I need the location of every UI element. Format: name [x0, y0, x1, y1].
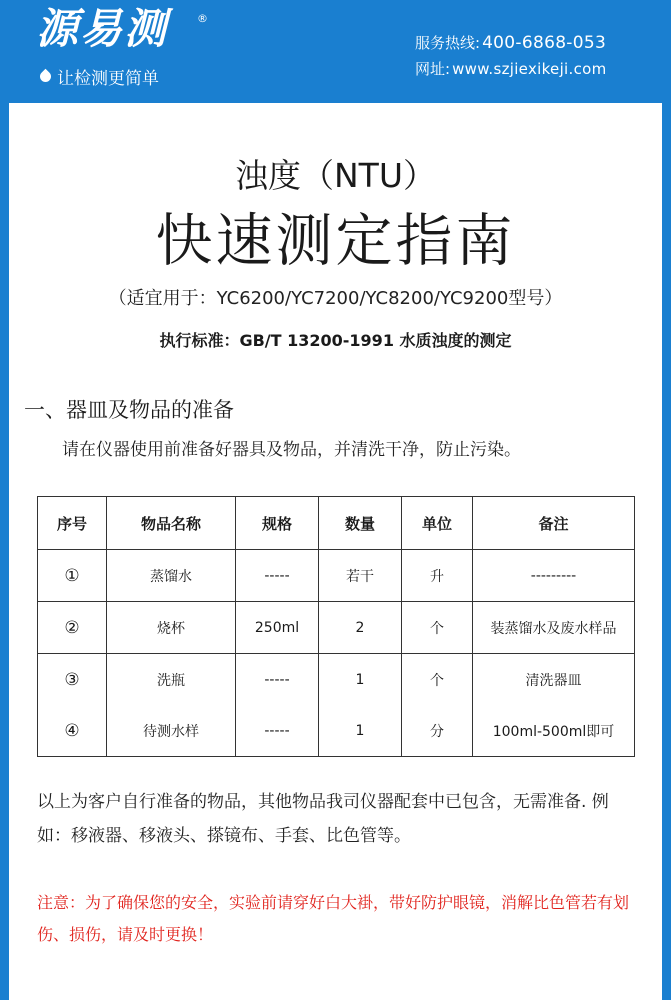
row-index: ③	[38, 654, 107, 706]
row-unit: 个	[402, 602, 473, 654]
row-spec: -----	[236, 705, 319, 757]
table-row	[38, 602, 635, 654]
execution-standard: 执行标准：GB/T 13200-1991 水质浊度的测定	[159, 331, 512, 350]
water-drop-icon	[38, 69, 54, 85]
contact-info	[415, 30, 607, 82]
row-remarks: 装蒸馏水及废水样品	[473, 602, 635, 654]
row-quantity: 若干	[319, 550, 402, 602]
row-unit: 分	[402, 705, 473, 757]
table-row	[38, 550, 635, 602]
section-description: 请在仪器使用前准备好器具及物品，并清洗干净，防止污染。	[62, 440, 521, 460]
row-unit: 个	[402, 654, 473, 706]
applicable-models: （适宜用于：YC6200/YC7200/YC8200/YC9200型号）	[108, 288, 563, 309]
registered-mark: ®	[197, 12, 208, 25]
header-index: 序号	[38, 497, 107, 550]
header-unit: 单位	[402, 497, 473, 550]
brand-logo[interactable]: 源易测	[36, 4, 169, 53]
row-spec: -----	[236, 654, 319, 706]
row-quantity: 1	[319, 654, 402, 706]
safety-warning: 注意：为了确保您的安全，实验前请穿好白大褂，带好防护眼镜，消解比色管若有划伤、损伤，请及时更换！	[37, 893, 630, 944]
website-link[interactable]: www.szjiexikeji.com	[452, 60, 607, 78]
row-spec: -----	[236, 550, 319, 602]
table-header-row	[38, 497, 635, 550]
page-title: 快速测定指南	[155, 208, 516, 274]
header-quantity: 数量	[319, 497, 402, 550]
row-item-name: 洗瓶	[107, 654, 236, 706]
row-index: ①	[38, 550, 107, 602]
page-title-measurement: 浊度（NTU）	[235, 156, 436, 195]
row-item-name: 蒸馏水	[107, 550, 236, 602]
header-banner	[0, 0, 671, 103]
row-item-name: 待测水样	[107, 705, 236, 757]
row-spec: 250ml	[236, 602, 319, 654]
brand-tagline	[40, 64, 159, 89]
preparation-note: 以上为客户自行准备的物品，其他物品我司仪器配套中已包含，无需准备. 例如：移液器、移液头、搽镜布、手套、比色管等。	[37, 792, 609, 846]
row-item-name: 烧杯	[107, 602, 236, 654]
row-index: ④	[38, 705, 107, 757]
header-remarks: 备注	[473, 497, 635, 550]
section-heading-preparation: 一、器皿及物品的准备	[24, 398, 234, 422]
hotline-label: 服务热线:	[415, 34, 481, 52]
row-remarks: 清洗器皿	[473, 654, 635, 706]
tagline-text: 让检测更简单	[57, 69, 159, 89]
row-remarks: ---------	[473, 550, 635, 602]
row-remarks: 100ml-500ml即可	[473, 705, 635, 757]
items-table	[37, 496, 635, 757]
header-spec: 规格	[236, 497, 319, 550]
header-item-name: 物品名称	[107, 497, 236, 550]
row-quantity: 1	[319, 705, 402, 757]
table-row	[38, 654, 635, 706]
row-quantity: 2	[319, 602, 402, 654]
row-index: ②	[38, 602, 107, 654]
row-unit: 升	[402, 550, 473, 602]
hotline-number[interactable]: 400-6868-053	[482, 33, 607, 53]
website-label: 网址:	[415, 60, 451, 78]
table-row	[38, 705, 635, 757]
